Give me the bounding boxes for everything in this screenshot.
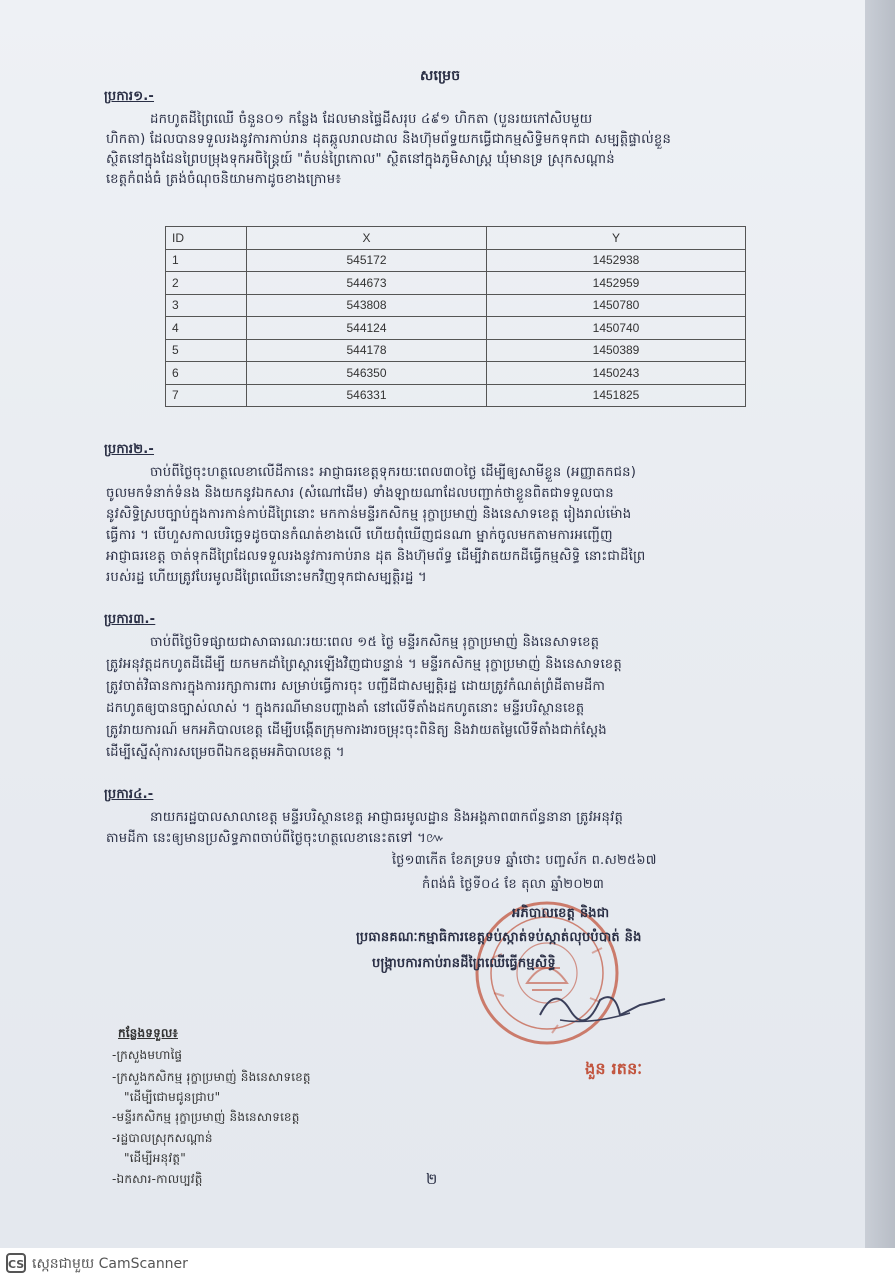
table-header-y: Y bbox=[487, 227, 746, 250]
table-cell-x: 544178 bbox=[247, 339, 487, 362]
table-cell-y: 1450740 bbox=[487, 317, 746, 340]
article1-heading: ប្រការ១.- bbox=[104, 89, 155, 104]
table-header-x: X bbox=[247, 227, 487, 250]
article2-line-5: អាជ្ញាធរខេត្ត ចាត់ទុកដីព្រៃដែលទទួលរងនូវការកាប់រាន ដុត និងហ៊ុមព័ទ្ធ ដើម្បីវាតយកដីធ្វើកម្មសិទ្ធិ នោះជាដីព្រៃ bbox=[106, 549, 646, 564]
table-row bbox=[166, 317, 746, 340]
table-cell-y: 1452959 bbox=[487, 272, 746, 295]
table-row bbox=[166, 294, 746, 317]
camscanner-logo-icon: CS bbox=[6, 1253, 26, 1273]
page-number: ២ bbox=[426, 1170, 438, 1188]
page-edge-shadow bbox=[865, 0, 895, 1248]
table-cell-y: 1452938 bbox=[487, 249, 746, 272]
table-cell-y: 1450780 bbox=[487, 294, 746, 317]
article3-line-5: ត្រូវរាយការណ៍ មកអភិបាលខេត្ត ដើម្បីបង្កើតក្រុមការងារចម្រុះចុះពិនិត្យ និងវាយតម្លៃលើទីតាំងជាក់ស្ដែង bbox=[106, 723, 607, 738]
table-row bbox=[166, 362, 746, 385]
article4-line-2: តាមដីកា នេះឲ្យមានប្រសិទ្ធភាពចាប់ពីថ្ងៃចុះហត្ថលេខានេះតទៅ ។៚ bbox=[106, 831, 445, 846]
article3-line-4: ដកហូតឲ្យបានច្បាស់លាស់ ។ ក្នុងករណីមានបញ្ហាងគាំ នៅលើទីតាំងដកហូតនោះ មន្ទីរបរិស្ថានខេត្ត bbox=[106, 701, 585, 716]
cc-item: "ដើម្បីអនុវត្ត" bbox=[124, 1151, 186, 1165]
document-title: សម្រេច bbox=[420, 68, 461, 84]
table-cell-x: 544124 bbox=[247, 317, 487, 340]
cc-item: -ឯកសារ-កាលប្បវត្តិ bbox=[112, 1172, 203, 1186]
article1-line-1: ដកហូតដីព្រៃឈើ ចំនួន០១ កន្លែង ដែលមានផ្ទៃដីសរុប ៤៩១ ហិកតា (បួនរយកៅសិបមួយ bbox=[150, 112, 593, 127]
article1-line-2: ហិកតា) ដែលបានទទួលរងនូវការកាប់រាន ដុតឆ្កូលរាលដាល និងហ៊ុមព័ទ្ធយកធ្វើជាកម្មសិទ្ធិមកទុកជា សម្បត្តិផ្ទាល់ខ្លួន bbox=[106, 132, 672, 147]
signer-position-line-3: បង្ក្រាបការកាប់រានដីព្រៃឈើធ្វើកម្មសិទ្ធិ bbox=[372, 956, 556, 971]
signer-position-line-2: ប្រធានគណៈកម្មាធិការខេត្តទប់ស្កាត់ទប់ស្កាត់លុបបំបាត់ និង bbox=[356, 930, 642, 945]
article2-line-1: ចាប់ពីថ្ងៃចុះហត្ថលេខាលើដីកានេះ អាជ្ញាធរខេត្តទុករយៈពេល៣០ថ្ងៃ ដើម្បីឲ្យសាមីខ្លួន (អញ្ញាតកជន) bbox=[150, 465, 637, 480]
date-lunar: ថ្ងៃ១៣កើត ខែភទ្របទ ឆ្នាំថោះ បញ្ចស័ក ព.ស២៥៦៧ bbox=[392, 853, 657, 868]
article2-line-4: ធ្វើការ ។ បើហួសកាលបរិច្ឆេទដូចបានកំណត់ខាងលើ ហើយពុំឃើញជនណា ម្នាក់ចូលមកតាមការអញ្ជើញ bbox=[106, 528, 613, 543]
table-cell-id: 4 bbox=[166, 317, 247, 340]
article3-line-6: ដើម្បីស្នើសុំការសម្រេចពីឯកឧត្តមអភិបាលខេត្ត ។ bbox=[106, 745, 345, 760]
article1-line-3: ស្ថិតនៅក្នុងដែនព្រៃបម្រុងទុកអចិន្ត្រៃយ៍ "តំបន់ព្រៃកោល" ស្ថិតនៅក្នុងភូមិសាស្ត្រ ឃុំមានទ្រ ស្រុកសណ្ដាន់ bbox=[106, 152, 615, 167]
table-row bbox=[166, 249, 746, 272]
coordinates-table bbox=[165, 226, 746, 407]
article3-heading: ប្រការ៣.- bbox=[104, 612, 156, 627]
table-cell-id: 7 bbox=[166, 384, 247, 407]
table-row bbox=[166, 272, 746, 295]
table-cell-id: 3 bbox=[166, 294, 247, 317]
table-cell-x: 546331 bbox=[247, 384, 487, 407]
signature-icon bbox=[530, 975, 670, 1035]
table-header-row bbox=[166, 227, 746, 250]
article4-heading: ប្រការ៤.- bbox=[104, 787, 154, 802]
cc-item: "ដើម្បីជោមជូនជ្រាប" bbox=[124, 1090, 221, 1104]
cc-heading: កន្លែងទទួល៖ bbox=[118, 1026, 178, 1040]
table-cell-y: 1450389 bbox=[487, 339, 746, 362]
article2-line-6: របស់រដ្ឋ ហើយត្រូវបែរមូលដីព្រៃឈើនោះមកវិញទុកជាសម្បត្តិរដ្ឋ ។ bbox=[106, 570, 427, 585]
article3-line-1: ចាប់ពីថ្ងៃបិទផ្សាយជាសាធារណៈរយៈពេល ១៥ ថ្ងៃ មន្ទីរកសិកម្ម រុក្ខាប្រមាញ់ និងនេសាទខេត្ត bbox=[150, 635, 600, 650]
article2-line-2: ចូលមកទំនាក់ទំនង និងយកនូវឯកសារ (សំណៅដើម) ទាំងឡាយណាដែលបញ្ជាក់ថាខ្លួនពិតជាទទួលបាន bbox=[106, 486, 614, 501]
signer-name: ងួន រតនៈ bbox=[585, 1059, 643, 1078]
article2-line-3: នូវសិទ្ធិស្របច្បាប់ក្នុងការកាន់កាប់ដីព្រៃនោះ មកកាន់មន្ទីរកសិកម្ម រុក្ខាប្រមាញ់ និងនេសាទខេត្ត រៀងរាល់ម៉ោង bbox=[106, 507, 632, 522]
table-cell-x: 544673 bbox=[247, 272, 487, 295]
table-cell-y: 1451825 bbox=[487, 384, 746, 407]
cc-item: -ក្រសួងកសិកម្ម រុក្ខាប្រមាញ់ និងនេសាទខេត្ត bbox=[112, 1070, 311, 1084]
article1-line-4: ខេត្តកំពង់ធំ ត្រង់ចំណុចនិយាមកាដូចខាងក្រោម៖ bbox=[106, 172, 342, 187]
article3-line-2: ត្រូវអនុវត្តដកហូតដីដើម្បី យកមកដាំព្រៃស្ដារឡើងវិញជាបន្ទាន់ ។ មន្ទីរកសិកម្ម រុក្ខាប្រមាញ់ និងនេសាទខេត្ត bbox=[106, 657, 622, 672]
table-cell-x: 545172 bbox=[247, 249, 487, 272]
table-cell-id: 2 bbox=[166, 272, 247, 295]
scanner-watermark-text: ស្កេនជាមួយ CamScanner bbox=[32, 1256, 188, 1272]
cc-item: -មន្ទីរកសិកម្ម រុក្ខាប្រមាញ់ និងនេសាទខេត្ត bbox=[112, 1110, 300, 1124]
date-solar: កំពង់ធំ ថ្ងៃទី០៤ ខែ តុលា ឆ្នាំ២០២៣ bbox=[422, 877, 605, 892]
table-cell-x: 546350 bbox=[247, 362, 487, 385]
table-header-id: ID bbox=[166, 227, 247, 250]
article2-heading: ប្រការ២.- bbox=[104, 442, 155, 457]
table-row bbox=[166, 384, 746, 407]
table-cell-x: 543808 bbox=[247, 294, 487, 317]
article4-line-1: នាយករដ្ឋបាលសាលាខេត្ត មន្ទីរបរិស្ថានខេត្ត អាជ្ញាធរមូលដ្ឋាន និងអង្គភាព៣កព័ន្ធនានា ត្រូវអនុវត្ត bbox=[150, 810, 624, 825]
article3-line-3: ត្រូវចាត់វិធានការក្នុងការរក្សាការពារ សម្រាប់ធ្វើការចុះ បញ្ជីដីជាសម្បត្តិរដ្ឋ ដោយត្រូវកំណត់ព្រំដីតាមដីកា bbox=[106, 679, 606, 694]
table-cell-y: 1450243 bbox=[487, 362, 746, 385]
table-cell-id: 1 bbox=[166, 249, 247, 272]
scanner-footer bbox=[0, 1248, 895, 1280]
table-row bbox=[166, 339, 746, 362]
cc-item: -រដ្ឋបាលស្រុកសណ្ដាន់ bbox=[112, 1131, 213, 1145]
signer-position-line-1: អភិបាលខេត្ត និងជា bbox=[512, 906, 610, 921]
table-cell-id: 5 bbox=[166, 339, 247, 362]
table-cell-id: 6 bbox=[166, 362, 247, 385]
cc-item: -ក្រសួងមហាផ្ទៃ bbox=[112, 1048, 183, 1062]
